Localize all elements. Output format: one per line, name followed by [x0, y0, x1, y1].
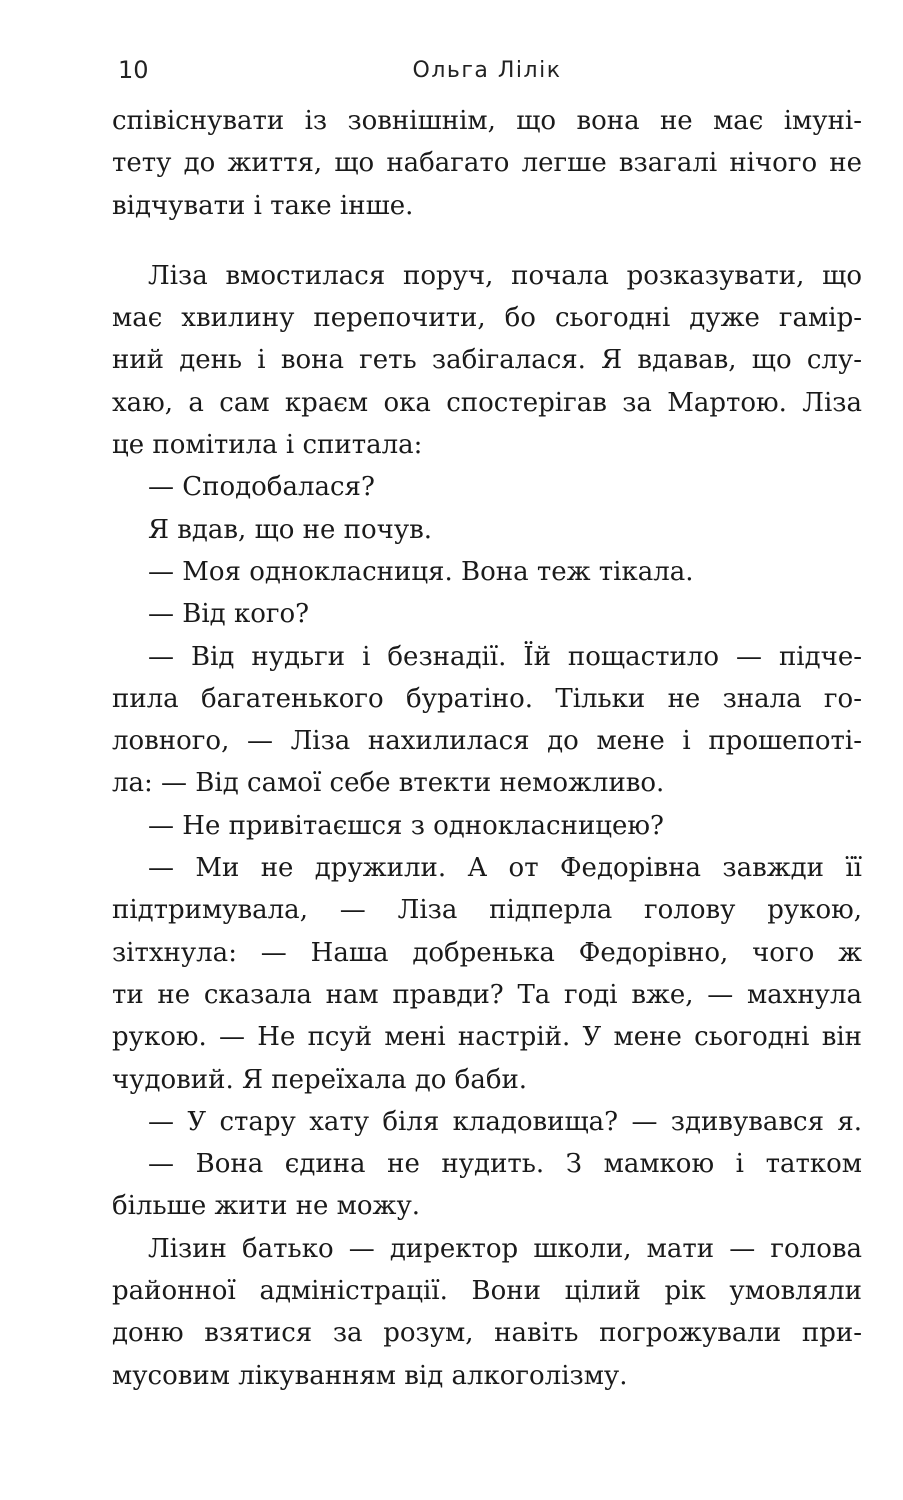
text-line: доню взятися за розум, навіть погрожували при-: [112, 1318, 862, 1349]
page-header: [112, 56, 862, 90]
text-line: Лізин батько — директор школи, мати — голова: [148, 1233, 862, 1264]
text-line: — Сподобалася?: [148, 472, 375, 503]
text-line: районної адміністрації. Вони цілий рік умовляли: [112, 1276, 862, 1307]
text-line: мусовим лікуванням від алкоголізму.: [112, 1360, 628, 1391]
text-line: ловного, — Ліза нахилилася до мене і прошепоті-: [112, 726, 862, 757]
text-line: має хвилину перепочити, бо сьогодні дуже гамір-: [112, 303, 862, 334]
text-line: зітхнула: — Наша добренька Федорівно, чого ж: [112, 937, 862, 968]
paragraph-gap: [112, 227, 862, 255]
text-line: ти не сказала нам правди? Та годі вже, — махнула: [112, 979, 862, 1010]
running-title: Ольга Лілік: [412, 58, 562, 83]
text-line: — Вона єдина не нудить. З мамкою і татком: [148, 1149, 862, 1180]
text-line: хаю, а сам краєм ока спостерігав за Мартою. Ліза: [112, 387, 862, 418]
text-line: більше жити не можу.: [112, 1191, 421, 1222]
text-line: це помітила і спитала:: [112, 430, 423, 461]
text-line: Ліза вмостилася поруч, почала розказувати, що: [148, 260, 862, 291]
text-line: — Ми не дружили. А от Федорівна завжди її: [148, 853, 862, 884]
body-text: [112, 100, 862, 1397]
page-number: 10: [118, 56, 149, 84]
text-line: підтримувала, — Ліза підперла голову рукою,: [112, 895, 862, 926]
text-line: ла: — Від самої себе втекти неможливо.: [112, 768, 665, 799]
text-line: відчувати і таке інше.: [112, 190, 414, 221]
text-line: ний день і вона геть забігалася. Я вдавав, що слу-: [112, 345, 862, 376]
text-line: чудовий. Я переїхала до баби.: [112, 1064, 528, 1095]
text-line: — Моя однокласниця. Вона теж тікала.: [148, 556, 694, 587]
text-line: тету до життя, що набагато легше взагалі нічого не: [112, 148, 862, 179]
text-line: — Від кого?: [148, 599, 310, 630]
text-line: Я вдав, що не почув.: [148, 514, 433, 545]
text-line: рукою. — Не псуй мені настрій. У мене сьогодні він: [112, 1022, 862, 1053]
text-line: — Від нудьги і безнадії. Їй пощастило — підче-: [148, 641, 862, 672]
text-line: пила багатенького буратіно. Тільки не знала го-: [112, 683, 862, 714]
text-line: — У стару хату біля кладовища? — здивувався я.: [148, 1106, 862, 1137]
text-line: співіснувати із зовнішнім, що вона не має імуні-: [112, 106, 862, 136]
text-line: — Не привітаєшся з однокласницею?: [148, 810, 664, 841]
